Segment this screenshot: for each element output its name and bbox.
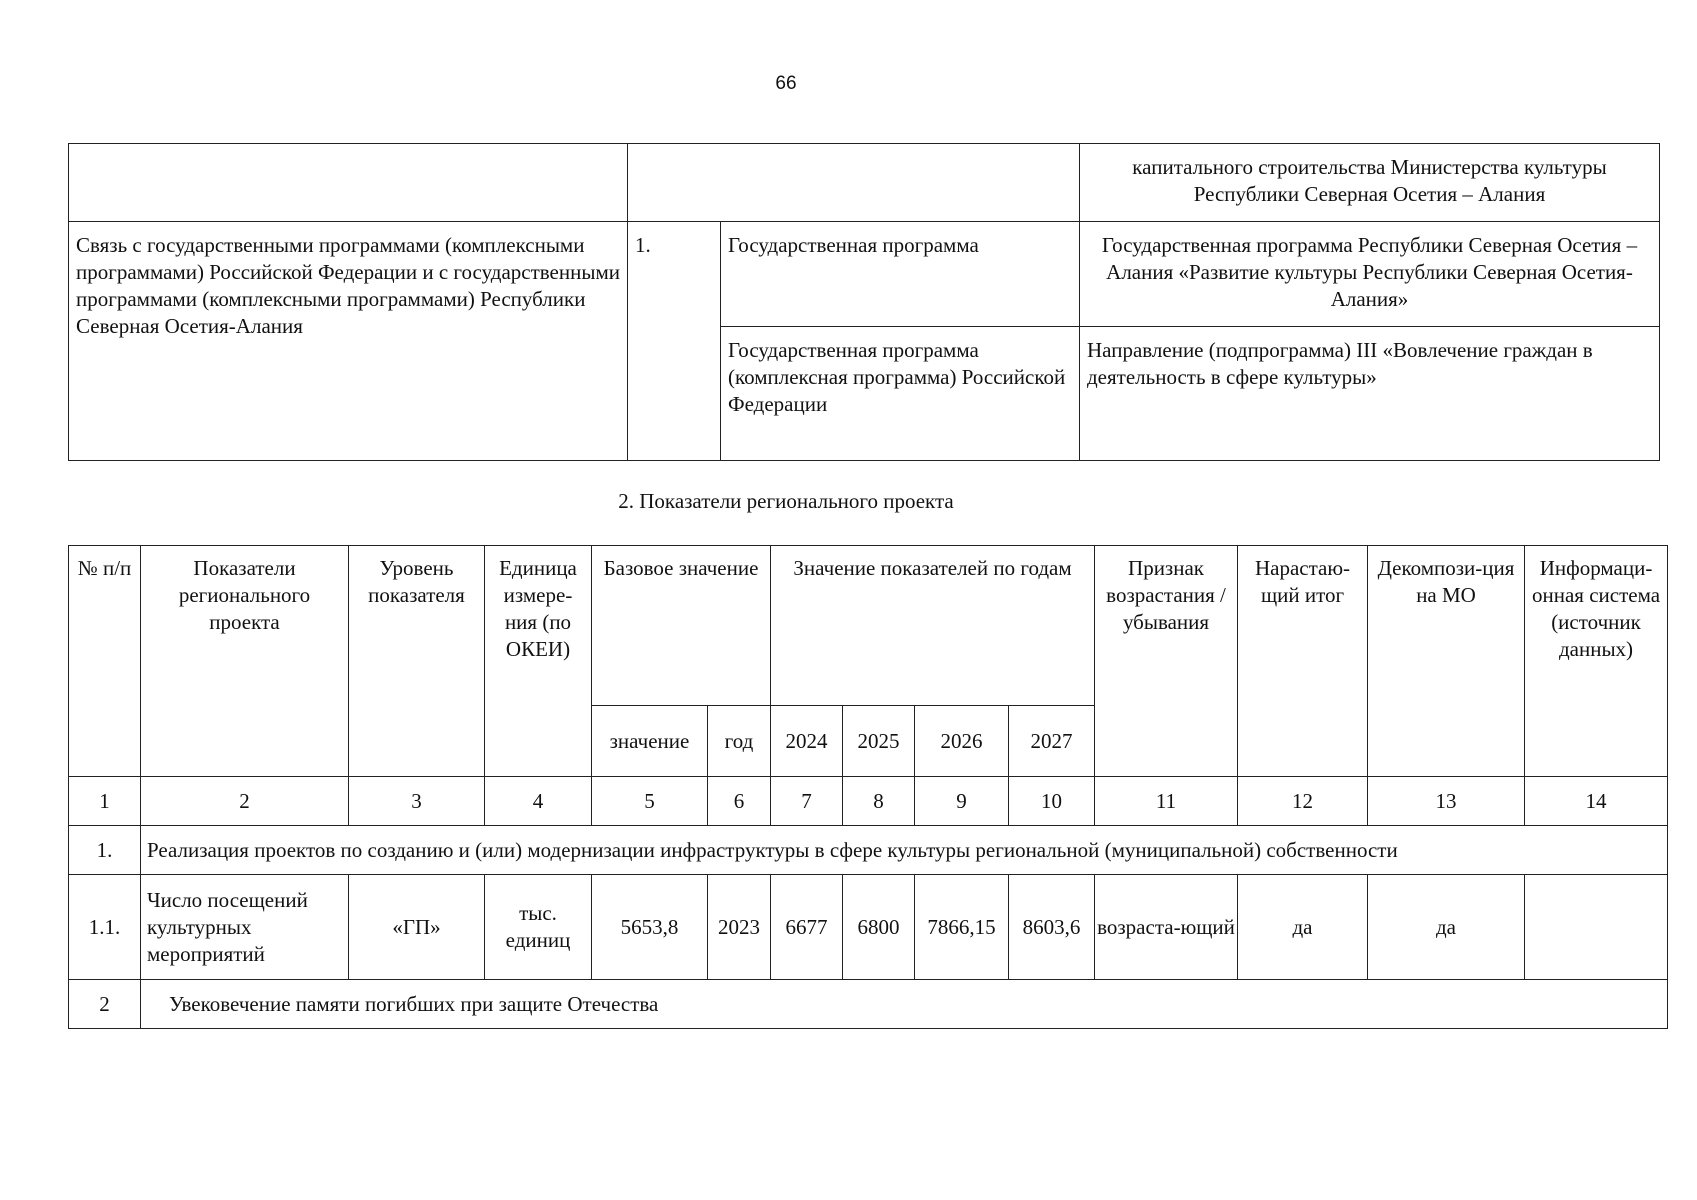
column-number: 5: [592, 777, 708, 826]
subheader-2026: 2026: [915, 706, 1009, 777]
base-value: 5653,8: [592, 875, 708, 980]
section-2-number: 2: [69, 980, 141, 1029]
column-number: 10: [1009, 777, 1095, 826]
page-number: 66: [775, 73, 797, 94]
value-2024: 6677: [771, 875, 843, 980]
header-values-by-year: Значение показателей по годам: [771, 546, 1095, 706]
column-number: 6: [708, 777, 771, 826]
subheader-year: год: [708, 706, 771, 777]
indicators-table: [68, 545, 1668, 1029]
column-number: 11: [1095, 777, 1238, 826]
indicator-name: Число посещений культурных мероприятий: [141, 875, 349, 980]
row-number: 1.1.: [69, 875, 141, 980]
header-level: Уровень показателя: [349, 546, 485, 777]
program-name-federal: Направление (подпрограмма) III «Вовлечение граждан в деятельность в сфере культуры»: [1080, 327, 1660, 461]
section-1-number: 1.: [69, 826, 141, 875]
cumulative-flag: да: [1238, 875, 1368, 980]
column-number: 3: [349, 777, 485, 826]
column-number: 4: [485, 777, 592, 826]
header-num: № п/п: [69, 546, 141, 777]
program-links-table: [68, 143, 1660, 461]
subheader-2027: 2027: [1009, 706, 1095, 777]
column-number: 14: [1525, 777, 1668, 826]
column-number: 13: [1368, 777, 1525, 826]
program-type-federal: Государственная программа (комплексная программа) Российской Федерации: [721, 327, 1080, 461]
decomposition-flag: да: [1368, 875, 1525, 980]
column-number: 2: [141, 777, 349, 826]
column-number: 12: [1238, 777, 1368, 826]
header-cumulative: Нарастаю-щий итог: [1238, 546, 1368, 777]
column-number: 1: [69, 777, 141, 826]
column-number: 7: [771, 777, 843, 826]
section-title: 2. Показатели регионального проекта: [618, 489, 954, 513]
indicator-level: «ГП»: [349, 875, 485, 980]
subheader-2024: 2024: [771, 706, 843, 777]
value-2027: 8603,6: [1009, 875, 1095, 980]
program-name-regional: Государственная программа Республики Северная Осетия – Алания «Развитие культуры Республики Северная Осетия-Алания»: [1080, 222, 1660, 327]
table-row: [69, 875, 1668, 980]
trend-sign: возраста-ющий: [1095, 875, 1238, 980]
subheader-2025: 2025: [843, 706, 915, 777]
column-number: 8: [843, 777, 915, 826]
indicator-unit: тыс. единиц: [485, 875, 592, 980]
responsible-continuation: капитального строительства Министерства культуры Республики Северная Осетия – Алания: [1080, 144, 1660, 222]
section-2-title: Увековечение памяти погибших при защите Отечества: [141, 980, 1668, 1029]
empty-cell: [69, 144, 628, 222]
program-links-label: Связь с государственными программами (комплексными программами) Российской Федерации и с государственными программами (комплексными программами) Республики Северная Осетия-Алания: [69, 222, 628, 461]
subheader-value: значение: [592, 706, 708, 777]
info-system: [1525, 875, 1668, 980]
header-info-system: Информаци-онная система (источник данных): [1525, 546, 1668, 777]
program-type-regional: Государственная программа: [721, 222, 1080, 327]
value-2026: 7866,15: [915, 875, 1009, 980]
header-base: Базовое значение: [592, 546, 771, 706]
empty-cell: [628, 144, 1080, 222]
column-number: 9: [915, 777, 1009, 826]
section-1-title: Реализация проектов по созданию и (или) модернизации инфраструктуры в сфере культуры региональной (муниципальной) собственности: [141, 826, 1668, 875]
base-year: 2023: [708, 875, 771, 980]
value-2025: 6800: [843, 875, 915, 980]
header-sign: Признак возрастания / убывания: [1095, 546, 1238, 777]
header-indicator: Показатели регионального проекта: [141, 546, 349, 777]
row-number: 1.: [628, 222, 721, 461]
header-unit: Единица измере-ния (по ОКЕИ): [485, 546, 592, 777]
header-decomposition: Декомпози-ция на МО: [1368, 546, 1525, 777]
